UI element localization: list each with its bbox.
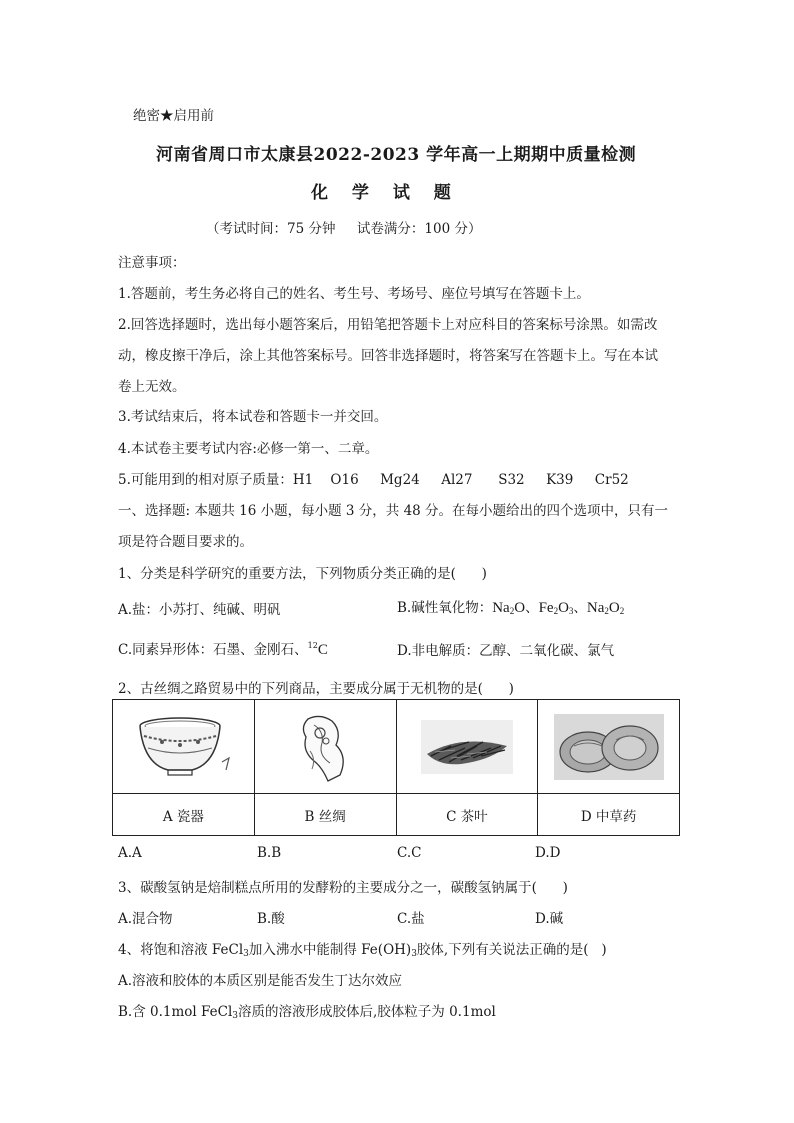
question-2-stem: 2、古丝绸之路贸易中的下列商品，主要成分属于无机物的是( ): [118, 681, 514, 697]
question-1-option-a: A.盐：小苏打、纯碱、明矾: [118, 602, 281, 618]
notice-item-5: 5.可能用到的相对原子质量：H1 O16 Mg24 Al27 S32 K39 Cr52: [118, 472, 629, 488]
silk-cloth-image: [290, 711, 360, 783]
tea-leaves-image: [421, 720, 513, 774]
question-1-option-b: B.碱性氧化物：$Na_2O$、$Fe_2O_3$、$Na_2O_2$: [397, 600, 625, 616]
question-3-option-d: D.碱: [535, 911, 564, 927]
herbal-medicine-image: [554, 714, 664, 780]
notice-item-2-line-2: 动，橡皮擦干净后，涂上其他答案标号。回答非选择题时，将答案写在答题卡上。写在本试: [118, 348, 658, 364]
notice-item-1: 1.答题前，考生务必将自己的姓名、考生号、考场号、座位号填写在答题卡上。: [118, 286, 590, 302]
label-cell-c: C 茶叶: [396, 794, 538, 836]
question-4-option-b: B.含 0.1mol FeCl$_3$溶质的溶液形成胶体后,胶体粒子为 0.1mol: [118, 1004, 496, 1021]
image-cell-a: [113, 700, 255, 794]
image-cell-d: [538, 700, 680, 794]
question-4-stem: 4、将饱和溶液 FeCl$_3$加入沸水中能制得 $Fe(OH)_3$胶体,下列有关说法正确的是( ): [118, 942, 607, 959]
notice-item-4: 4.本试卷主要考试内容:必修一第一、二章。: [118, 441, 379, 457]
image-cell-c: [396, 700, 538, 794]
notice-item-3: 3.考试结束后，将本试卷和答题卡一并交回。: [118, 409, 388, 425]
notice-item-2-line-1: 2.回答选择题时，选出每小题答案后，用铅笔把答题卡上对应科目的答案标号涂黑。如需改: [118, 317, 658, 333]
image-cell-b: [254, 700, 396, 794]
exam-title: 河南省周口市太康县2022-2023 学年高一上期期中质量检测: [156, 145, 637, 165]
question-2-option-d: D.D: [535, 845, 561, 861]
question-3-option-b: B.酸: [257, 911, 285, 927]
question-3-stem: 3、碳酸氢钠是焙制糕点所用的发酵粉的主要成分之一，碳酸氢钠属于( ): [118, 880, 568, 896]
question-1-option-d: D.非电解质：乙醇、二氧化碳、氯气: [397, 643, 615, 659]
question-4-option-a: A.溶液和胶体的本质区别是能否发生丁达尔效应: [118, 973, 403, 989]
section-heading-line-1: 一、选择题: 本题共 16 小题，每小题 3 分，共 48 分。在每小题给出的四个选项中，只有一: [118, 503, 669, 519]
question-3-option-a: A.混合物: [118, 911, 173, 927]
label-cell-b: B 丝绸: [254, 794, 396, 836]
question-1-stem: 1、分类是科学研究的重要方法，下列物质分类正确的是( ): [118, 566, 487, 582]
section-heading-line-2: 项是符合题目要求的。: [118, 534, 253, 550]
question-2-option-a: A.A: [118, 845, 142, 861]
question-2-image-table: [112, 699, 680, 836]
exam-subject: 化 学 试 题: [311, 183, 460, 203]
question-1-option-c: C.同素异形体：石墨、金刚石、$^{12}$C: [118, 641, 328, 658]
label-cell-a: A 瓷器: [113, 794, 255, 836]
confidential-mark: 绝密★启用前: [133, 108, 214, 124]
label-cell-d: D 中草药: [538, 794, 680, 836]
porcelain-bowl-image: [128, 712, 238, 782]
question-2-option-b: B.B: [257, 845, 282, 861]
notice-heading: 注意事项：: [118, 255, 186, 271]
notice-item-2-line-3: 卷上无效。: [118, 379, 186, 395]
exam-info: （考试时间：75 分钟 试卷满分：100 分）: [206, 221, 482, 237]
question-3-option-c: C.盐: [397, 911, 425, 927]
question-2-option-c: C.C: [397, 845, 422, 861]
